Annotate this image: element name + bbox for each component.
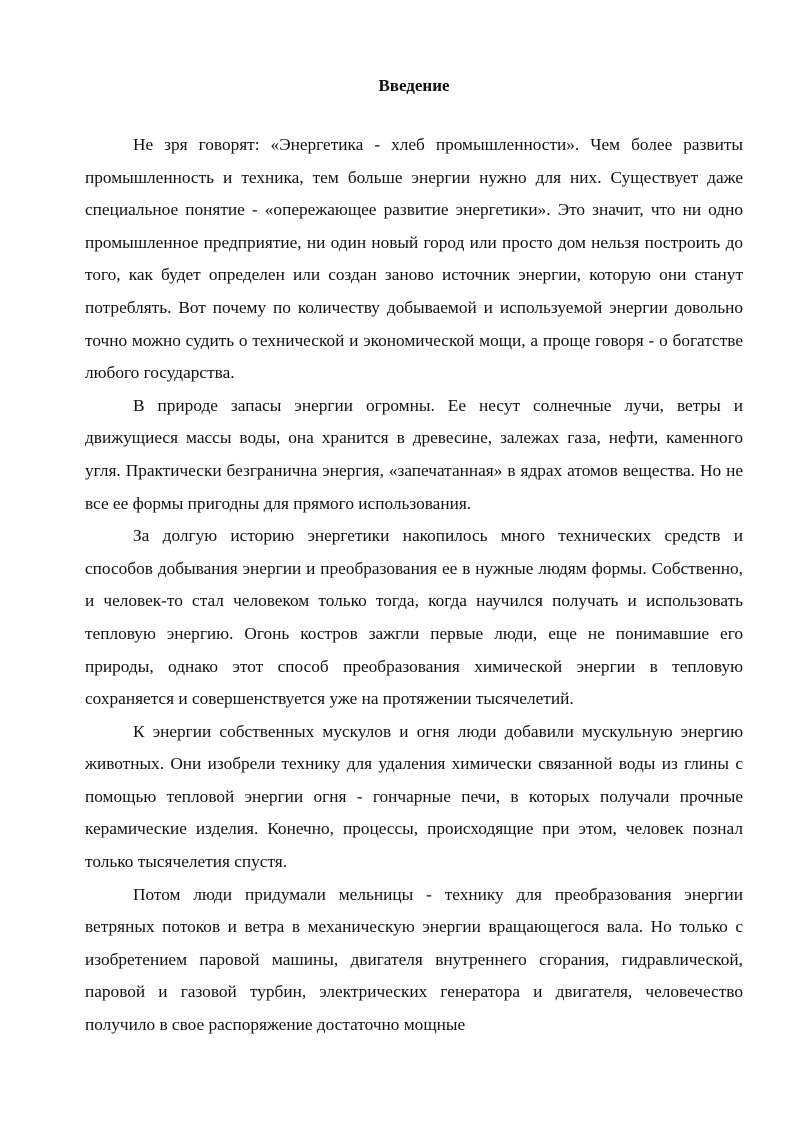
document-title: Введение [378,76,450,95]
paragraph-4: К энергии собственных мускулов и огня люди добавили мускульную энергию животных. Они изобрели технику для удаления химически связанной воды из глины с помощью тепловой энергии огня - гончарные печи, в которых получали прочные керамические изделия. Конечно, процессы, происходящие при этом, человек познал только тысячелетия спустя. [85,721,743,872]
paragraph-5: Потом люди придумали мельницы - технику для преобразования энергии ветряных потоков и ветра в механическую энергии вращающегося вала. Но только с изобретением паровой машины, двигателя внутреннего сгорания, гидравлической, паровой и газовой турбин, электрических генератора и двигателя, человечество получило в свое распоряжение достаточно мощные [85,884,743,1035]
paragraph-2: В природе запасы энергии огромны. Ее несут солнечные лучи, ветры и движущиеся массы воды, она хранится в древесине, залежах газа, нефти, каменного угля. Практически безгранична энергия, «запечатанная» в ядрах атомов вещества. Но не все ее формы пригодны для прямого использования. [85,395,743,513]
paragraph-1: Не зря говорят: «Энергетика - хлеб промышленности». Чем более развиты промышленность и техника, тем больше энергии нужно для них. Существует даже специальное понятие - «опережающее развитие энергетики». Это значит, что ни одно промышленное предприятие, ни один новый город или просто дом нельзя построить до того, как будет определен или создан заново источник энергии, которую они станут потреблять. Вот почему по количеству добываемой и используемой энергии довольно точно можно судить о технической и экономической мощи, а проще говоря - о богатстве любого государства. [85,135,743,383]
paragraph-3: За долгую историю энергетики накопилось много технических средств и способов добывания энергии и преобразования ее в нужные людям формы. Собственно, и человек-то стал человеком только тогда, когда научился получать и использовать тепловую энергию. Огонь костров зажгли первые люди, еще не понимавшие его природы, однако этот способ преобразования химической энергии в тепловую сохраняется и совершенствуется уже на протяжении тысячелетий. [85,526,743,709]
